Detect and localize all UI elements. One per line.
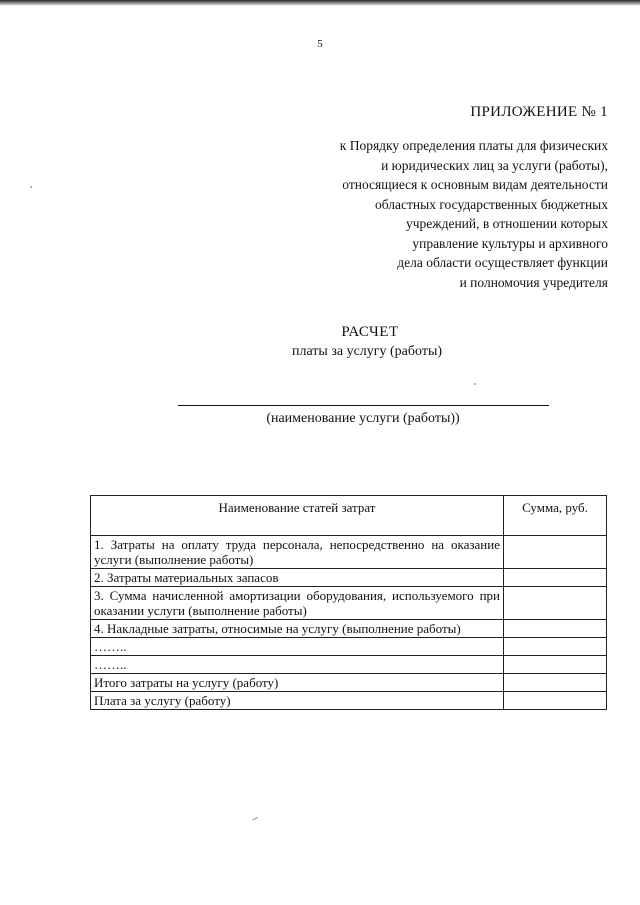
cost-sum xyxy=(504,569,607,587)
header-cost-item: Наименование статей затрат xyxy=(91,496,504,536)
page-number: 5 xyxy=(317,38,323,50)
cost-item: …….. xyxy=(91,656,504,674)
table-row xyxy=(91,569,607,587)
cost-item: 4. Накладные затраты, относимые на услугу (выполнение работы) xyxy=(91,620,504,638)
header-sum: Сумма, руб. xyxy=(504,496,607,536)
table-header-row xyxy=(91,496,607,536)
cost-sum xyxy=(504,587,607,620)
calculation-title: РАСЧЕТ xyxy=(341,324,399,340)
service-name-line xyxy=(178,405,549,406)
appendix-title: ПРИЛОЖЕНИЕ № 1 xyxy=(470,104,608,120)
appendix-line: областных государственных бюджетных xyxy=(375,196,608,212)
cost-item: Итого затраты на услугу (работу) xyxy=(91,674,504,692)
cost-sum xyxy=(504,656,607,674)
appendix-line: и полномочия учредителя xyxy=(459,274,608,290)
cost-sum xyxy=(504,674,607,692)
table-row xyxy=(91,620,607,638)
appendix-line: и юридических лиц за услуги (работы), xyxy=(381,157,608,173)
cost-table xyxy=(90,495,607,710)
cost-item: …….. xyxy=(91,638,504,656)
scan-edge xyxy=(0,0,640,6)
cost-item: Плата за услугу (работу) xyxy=(91,692,504,710)
appendix-line: учреждений, в отношении которых xyxy=(405,216,608,231)
scan-mark xyxy=(252,817,260,824)
cost-sum xyxy=(504,536,607,569)
table-row xyxy=(91,587,607,620)
calculation-subtitle: платы за услугу (работы) xyxy=(291,344,443,359)
scan-speck xyxy=(30,186,32,188)
service-name-caption: (наименование услуги (работы)) xyxy=(266,411,460,426)
table-row xyxy=(91,692,607,710)
table-row xyxy=(91,638,607,656)
appendix-line: к Порядку определения платы для физических xyxy=(339,138,608,153)
table-row xyxy=(91,656,607,674)
cost-item: 2. Затраты материальных запасов xyxy=(91,569,504,587)
appendix-line: управление культуры и архивного xyxy=(412,235,608,251)
cost-sum xyxy=(504,692,607,710)
appendix-line: относящиеся к основным видам деятельности xyxy=(342,177,608,192)
cost-item: 1. Затраты на оплату труда персонала, непосредственно на оказание услуги (выполнение работы) xyxy=(91,536,504,569)
appendix-description xyxy=(278,136,608,292)
cost-sum xyxy=(504,620,607,638)
table-row xyxy=(91,674,607,692)
scan-speck xyxy=(474,383,476,385)
appendix-line: дела области осуществляет функции xyxy=(397,255,608,270)
cost-item: 3. Сумма начисленной амортизации оборудования, используемого при оказании услуги (выполнение работы) xyxy=(91,587,504,620)
table-row xyxy=(91,536,607,569)
cost-sum xyxy=(504,638,607,656)
